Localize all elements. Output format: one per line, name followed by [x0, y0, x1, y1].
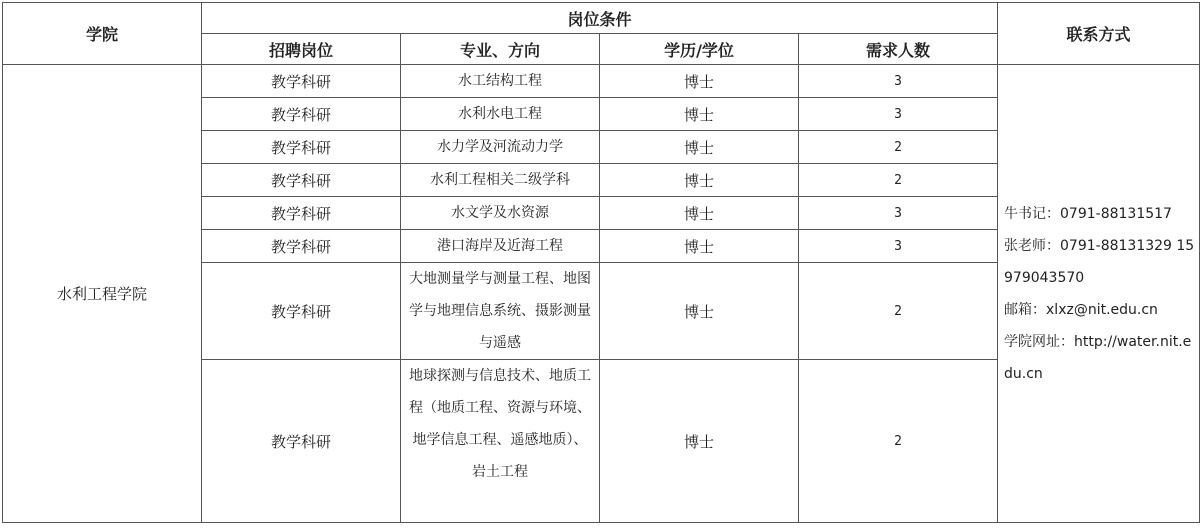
position-cell: 教学科研	[202, 131, 401, 164]
count-cell: 2	[799, 360, 998, 523]
header-position: 招聘岗位	[202, 34, 401, 65]
degree-cell: 博士	[600, 263, 799, 360]
major-cell: 水文学及水资源	[401, 197, 600, 230]
count-cell: 3	[799, 230, 998, 263]
major-cell: 水利工程相关二级学科	[401, 164, 600, 197]
degree-cell: 博士	[600, 98, 799, 131]
degree-cell: 博士	[600, 131, 799, 164]
header-college: 学院	[3, 3, 202, 65]
position-cell: 教学科研	[202, 65, 401, 98]
contact-line-2: 张老师：0791-88131329 15979043570	[1004, 237, 1195, 286]
degree-cell: 博士	[600, 360, 799, 523]
position-cell: 教学科研	[202, 98, 401, 131]
degree-cell: 博士	[600, 65, 799, 98]
header-count: 需求人数	[799, 34, 998, 65]
degree-cell: 博士	[600, 197, 799, 230]
college-name: 水利工程学院	[3, 65, 202, 523]
header-contact: 联系方式	[998, 3, 1200, 65]
header-conditions: 岗位条件	[202, 3, 998, 34]
degree-cell: 博士	[600, 230, 799, 263]
recruitment-table	[2, 2, 1200, 523]
count-cell: 3	[799, 65, 998, 98]
contact-email: 邮箱：xlxz@nit.edu.cn	[1004, 301, 1158, 318]
major-cell: 水工结构工程	[401, 65, 600, 98]
header-major: 专业、方向	[401, 34, 600, 65]
contact-line-1: 牛书记：0791-88131517	[1004, 205, 1172, 222]
major-cell: 地球探测与信息技术、地质工程（地质工程、资源与环境、地学信息工程、遥感地质）、岩土工程	[401, 360, 600, 523]
position-cell: 教学科研	[202, 197, 401, 230]
major-cell: 港口海岸及近海工程	[401, 230, 600, 263]
position-cell: 教学科研	[202, 164, 401, 197]
contact-website: 学院网址：http://water.nit.edu.cn	[1004, 333, 1192, 382]
degree-cell: 博士	[600, 164, 799, 197]
contact-cell	[998, 65, 1200, 523]
major-cell: 大地测量学与测量工程、地图学与地理信息系统、摄影测量与遥感	[401, 263, 600, 360]
table-row	[3, 65, 1200, 98]
header-degree: 学历/学位	[600, 34, 799, 65]
count-cell: 2	[799, 131, 998, 164]
position-cell: 教学科研	[202, 360, 401, 523]
major-cell: 水力学及河流动力学	[401, 131, 600, 164]
count-cell: 3	[799, 98, 998, 131]
position-cell: 教学科研	[202, 230, 401, 263]
count-cell: 3	[799, 197, 998, 230]
position-cell: 教学科研	[202, 263, 401, 360]
count-cell: 2	[799, 263, 998, 360]
major-cell: 水利水电工程	[401, 98, 600, 131]
count-cell: 2	[799, 164, 998, 197]
